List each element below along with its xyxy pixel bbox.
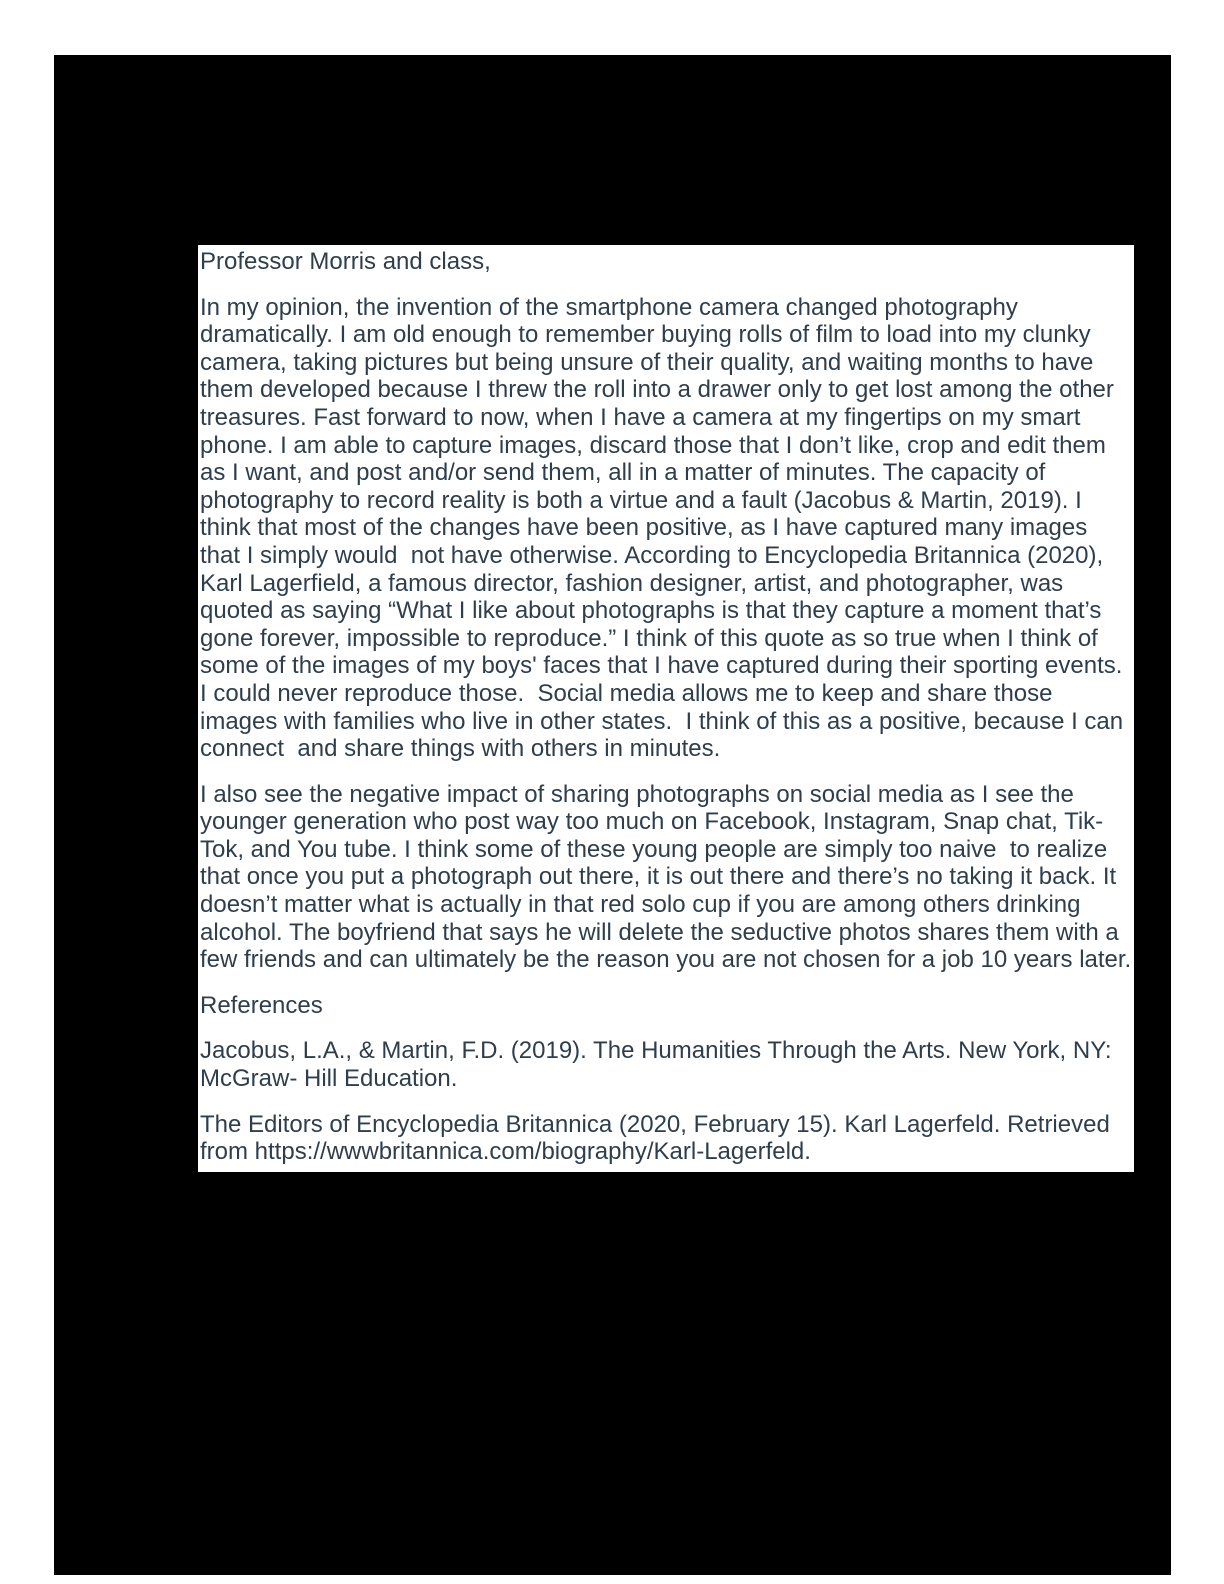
references-heading: References: [200, 991, 323, 1019]
salutation: Professor Morris and class,: [200, 248, 491, 275]
reference-entry-1: Jacobus, L.A., & Martin, F.D. (2019). The Humanities Through the Arts. New York, NY: McGraw- Hill Education.: [200, 1037, 1119, 1093]
body-paragraph-1: In my opinion, the invention of the smartphone camera changed photography dramatically. I am old enough to remember buying rolls of film to load into my clunky camera, taking pictures but being unsure of their quality, and waiting months to have them developed because I threw the roll into a drawer only to get lost among the other treasures. Fast forward to now, when I have a camera at my fingertips on my smart phone. I am able to capture images, discard those that I don’t like, crop and edit them as I want, and post and/or send them, all in a matter of minutes. The capacity of photography to record reality is both a virtue and a fault (Jacobus & Martin, 2019). I think that most of the changes have been positive, as I have captured many images that I simply would not have otherwise. According to Encyclopedia Britannica (2020), Karl Lagerfield, a famous director, fashion designer, artist, and photographer, was quoted as saying “What I like about photographs is that they capture a moment that’s gone forever, impossible to reproduce.” I think of this quote as so true when I think of some of the images of my boys' faces that I have captured during their sporting events. I could never reproduce those. Social media allows me to keep and share those images with families who live in other states. I think of this as a positive, because I can connect and share things with others in minutes.: [200, 293, 1130, 763]
body-paragraph-2: I also see the negative impact of sharing photographs on social media as I see the younger generation who post way too much on Facebook, Instagram, Snap chat, Tik-Tok, and You tube. I think some of these young people are simply too naive to realize that once you put a photograph out there, it is out there and there’s no taking it back. It doesn’t matter what is actually in that red solo cup if you are among others drinking alcohol. The boyfriend that says he will delete the seductive photos shares them with a few friends and can ultimately be the reason you are not chosen for a job 10 years later.: [200, 780, 1132, 974]
discussion-post-card: [198, 245, 1134, 1172]
reference-entry-2: The Editors of Encyclopedia Britannica (2020, February 15). Karl Lagerfeld. Retrieved from https://wwwbritannica.com/biography/Karl-Lagerfeld.: [200, 1110, 1117, 1166]
black-backdrop: [54, 55, 1171, 1575]
